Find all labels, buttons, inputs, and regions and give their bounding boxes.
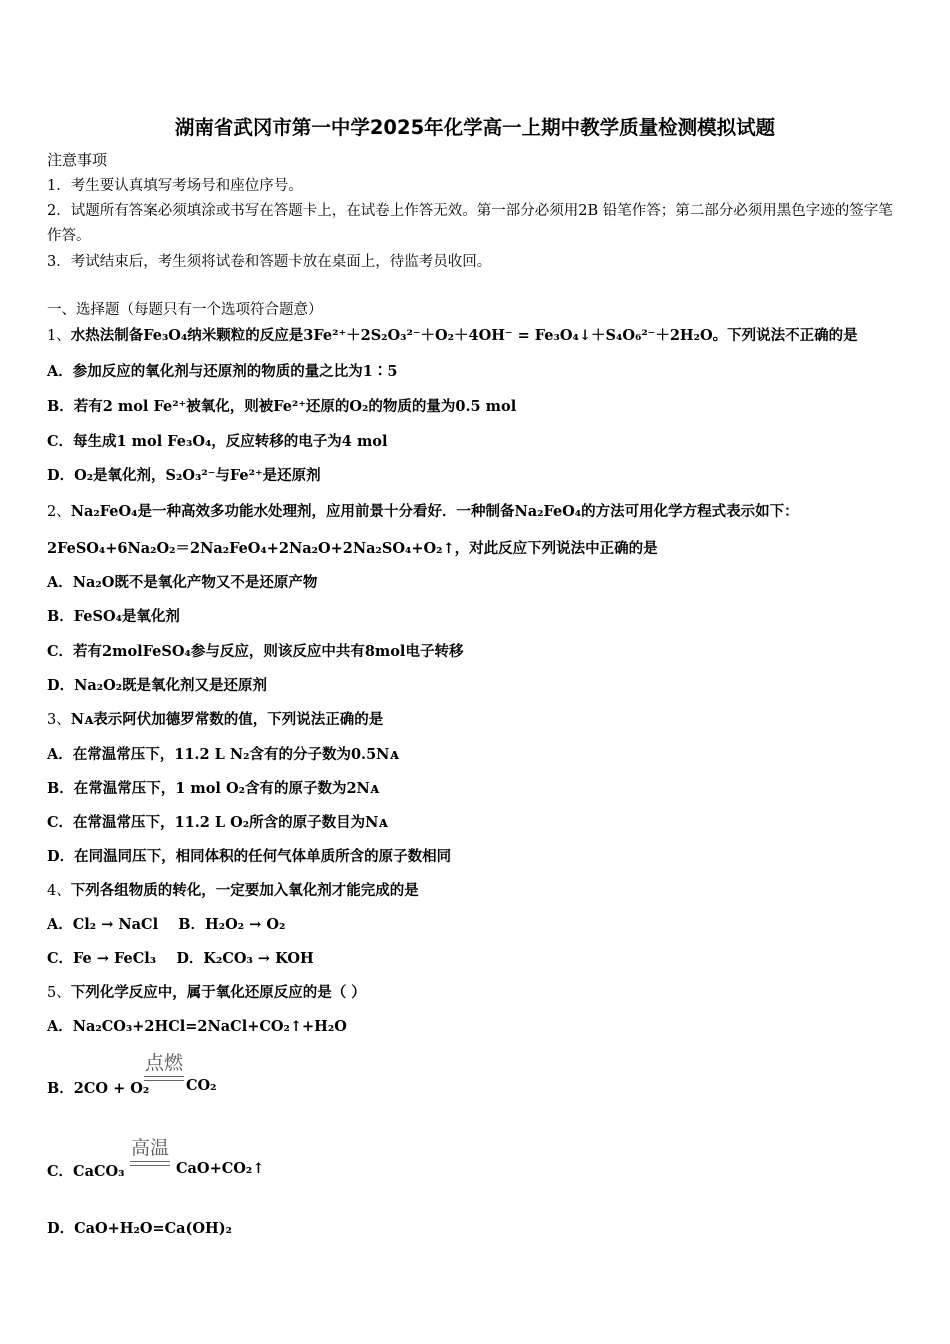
question-5 <box>47 983 366 1003</box>
question-number: 1、 <box>47 328 71 344</box>
q3-option-a: A．在常温常压下，11.2 L N₂含有的分子数为0.5Nᴀ <box>47 746 399 763</box>
notice-item-1: 1．考生要认真填写考场号和座位序号。 <box>47 178 303 194</box>
question-number: 2、 <box>47 504 71 520</box>
q5-option-c-reactants: C．CaCO₃ <box>47 1163 125 1180</box>
q3-option-b: B．在常温常压下，1 mol O₂含有的原子数为2Nᴀ <box>47 780 380 797</box>
condition-label: 点燃 <box>144 1052 183 1074</box>
q5-option-b-condition <box>144 1048 184 1081</box>
question-stem: 下列各组物质的转化，一定要加入氧化剂才能完成的是 <box>70 882 419 899</box>
notice-heading: 注意事项 <box>47 151 108 169</box>
q4-options-row-2: C．Fe → FeCl₃ D．K₂CO₃ → KOH <box>47 950 314 967</box>
condition-label: 高温 <box>130 1137 169 1159</box>
q5-option-c-products: CaO+CO₂↑ <box>176 1160 265 1177</box>
q1-option-c: C．每生成1 mol Fe₃O₄，反应转移的电子为4 mol <box>47 433 388 450</box>
question-2 <box>47 502 799 522</box>
q3-option-c: C．在常温常压下，11.2 L O₂所含的原子数目为Nᴀ <box>47 814 388 831</box>
page-title: 湖南省武冈市第一中学2025年化学高一上期中教学质量检测模拟试题 <box>174 116 776 139</box>
question-stem: Na₂FeO₄是一种高效多功能水处理剂，应用前景十分看好．一种制备Na₂FeO₄的方法可用化学方程式表示如下： <box>70 503 799 520</box>
q5-option-c-condition <box>130 1133 170 1166</box>
equals-sign <box>130 1161 170 1166</box>
question-stem: 下列化学反应中，属于氧化还原反应的是（ ） <box>70 984 366 1001</box>
q2-option-a: A．Na₂O既不是氧化产物又不是还原产物 <box>47 574 318 591</box>
question-number: 3、 <box>47 712 71 728</box>
q2-equation: 2FeSO₄+6Na₂O₂＝2Na₂FeO₄+2Na₂O+2Na₂SO₄+O₂↑，对此反应下列说法中正确的是 <box>47 540 658 557</box>
question-stem: Nᴀ表示阿伏加德罗常数的值，下列说法正确的是 <box>70 711 384 728</box>
q5-option-a: A．Na₂CO₃+2HCl=2NaCl+CO₂↑+H₂O <box>47 1018 347 1035</box>
q5-option-b-products: CO₂ <box>186 1077 217 1094</box>
question-stem: 水热法制备Fe₃O₄纳米颗粒的反应是3Fe²⁺＋2S₂O₃²⁻＋O₂＋4OH⁻ = Fe₃O₄↓＋S₄O₆²⁻＋2H₂O。下列说法不正确的是 <box>70 327 858 344</box>
q5-option-d: D．CaO+H₂O=Ca(OH)₂ <box>47 1220 232 1237</box>
question-number: 4、 <box>47 883 71 899</box>
notice-item-2: 2．试题所有答案必须填涂或书写在答题卡上，在试卷上作答无效。第一部分必须用2B 铅笔作答；第二部分必须用黑色字迹的签字笔作答。 <box>47 203 893 244</box>
question-4 <box>47 881 419 901</box>
q1-option-a: A．参加反应的氧化剂与还原剂的物质的量之比为1∶5 <box>47 363 398 380</box>
q1-option-d: D．O₂是氧化剂，S₂O₃²⁻与Fe²⁺是还原剂 <box>47 467 321 484</box>
question-1 <box>47 326 858 346</box>
section-heading: 一、选择题（每题只有一个选项符合题意） <box>47 302 323 318</box>
equals-sign <box>144 1076 184 1081</box>
q2-option-c: C．若有2molFeSO₄参与反应，则该反应中共有8mol电子转移 <box>47 643 464 660</box>
q2-option-b: B．FeSO₄是氧化剂 <box>47 608 180 625</box>
question-3 <box>47 710 383 730</box>
q2-option-d: D．Na₂O₂既是氧化剂又是还原剂 <box>47 677 268 694</box>
q5-option-b-reactants: B．2CO + O₂ <box>47 1080 150 1097</box>
notice-item-3: 3．考试结束后，考生须将试卷和答题卡放在桌面上，待监考员收回。 <box>47 254 492 270</box>
question-number: 5、 <box>47 985 71 1001</box>
q4-options-row-1: A．Cl₂ → NaCl B．H₂O₂ → O₂ <box>47 916 286 933</box>
q3-option-d: D．在同温同压下，相同体积的任何气体单质所含的原子数相同 <box>47 848 452 865</box>
q1-option-b: B．若有2 mol Fe²⁺被氧化，则被Fe²⁺还原的O₂的物质的量为0.5 mol <box>47 398 517 415</box>
